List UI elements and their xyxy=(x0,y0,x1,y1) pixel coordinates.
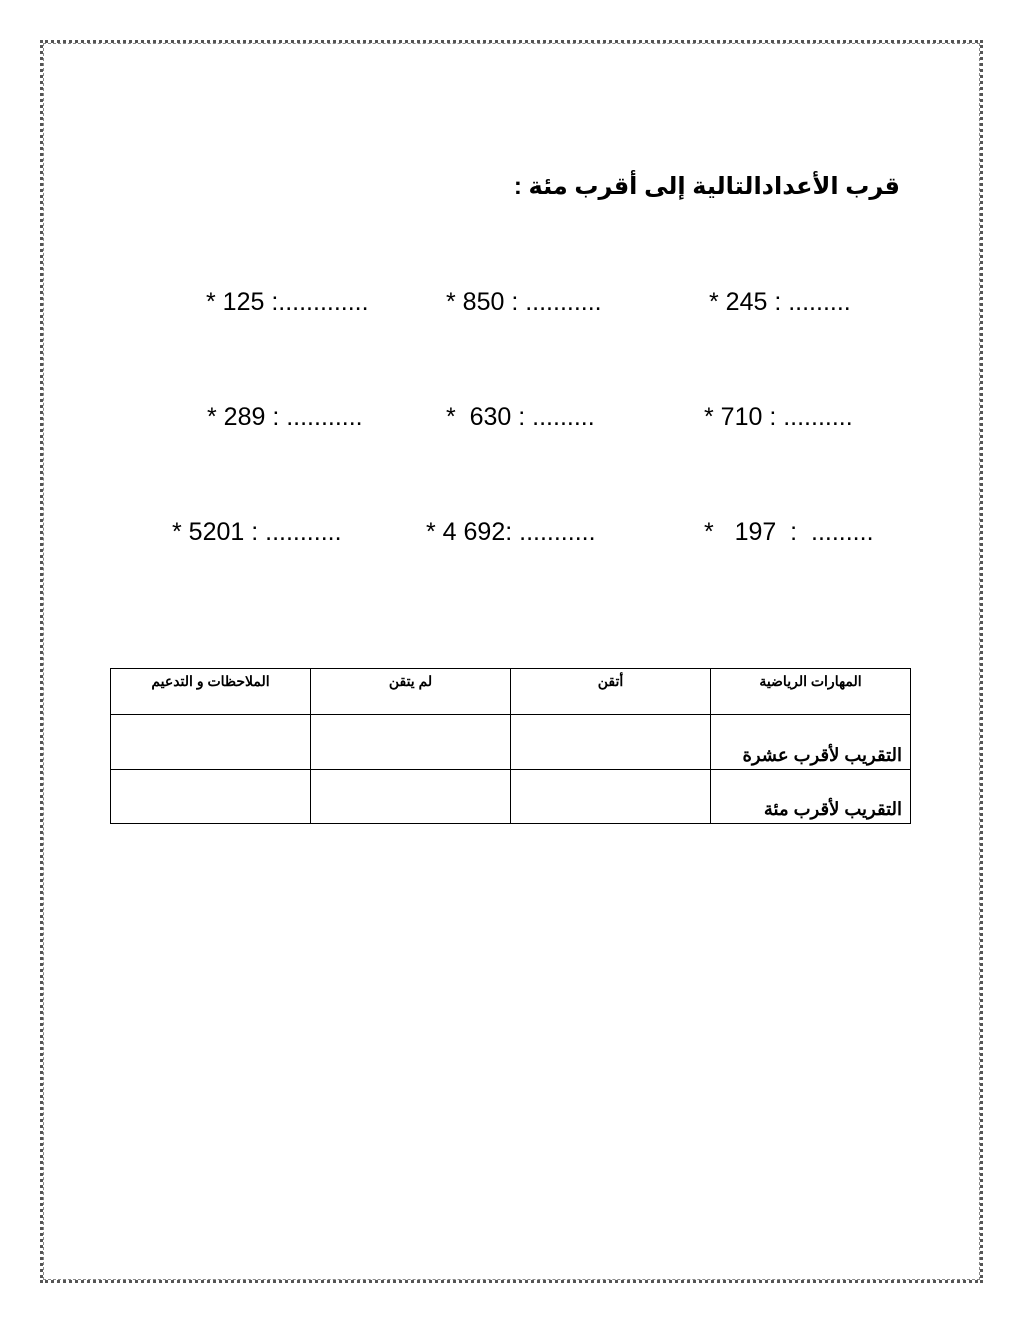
table-cell xyxy=(111,715,311,770)
header-notes: الملاحظات و التدعيم xyxy=(111,669,311,715)
worksheet-heading: قرب الأعدادالتالية إلى أقرب مئة : xyxy=(513,173,900,200)
exercise-item: * 630 : ......... xyxy=(446,403,595,431)
exercise-item: * 197 : ......... xyxy=(704,518,874,546)
exercise-item: * 125 :............. xyxy=(206,288,369,316)
table-cell xyxy=(311,770,511,824)
header-mastered: أتقن xyxy=(511,669,711,715)
skill-name: التقريب لأقرب عشرة xyxy=(711,715,911,770)
exercise-item: * 710 : .......... xyxy=(704,403,853,431)
exercise-item: * 850 : ........... xyxy=(446,288,602,316)
table-row xyxy=(111,715,911,770)
table-cell xyxy=(111,770,311,824)
header-skills: المهارات الرياضية xyxy=(711,669,911,715)
header-not-mastered: لم يتقن xyxy=(311,669,511,715)
page-border xyxy=(40,40,983,1283)
exercise-item: * 245 : ......... xyxy=(709,288,851,316)
exercise-item: * 5201 : ........... xyxy=(172,518,342,546)
table-cell xyxy=(511,770,711,824)
skill-name: التقريب لأقرب مئة xyxy=(711,770,911,824)
table-cell xyxy=(511,715,711,770)
exercise-item: * 4 692: ........... xyxy=(426,518,596,546)
table-row xyxy=(111,770,911,824)
table-header-row xyxy=(111,669,911,715)
skills-table xyxy=(110,668,911,824)
table-cell xyxy=(311,715,511,770)
exercise-item: * 289 : ........... xyxy=(207,403,363,431)
